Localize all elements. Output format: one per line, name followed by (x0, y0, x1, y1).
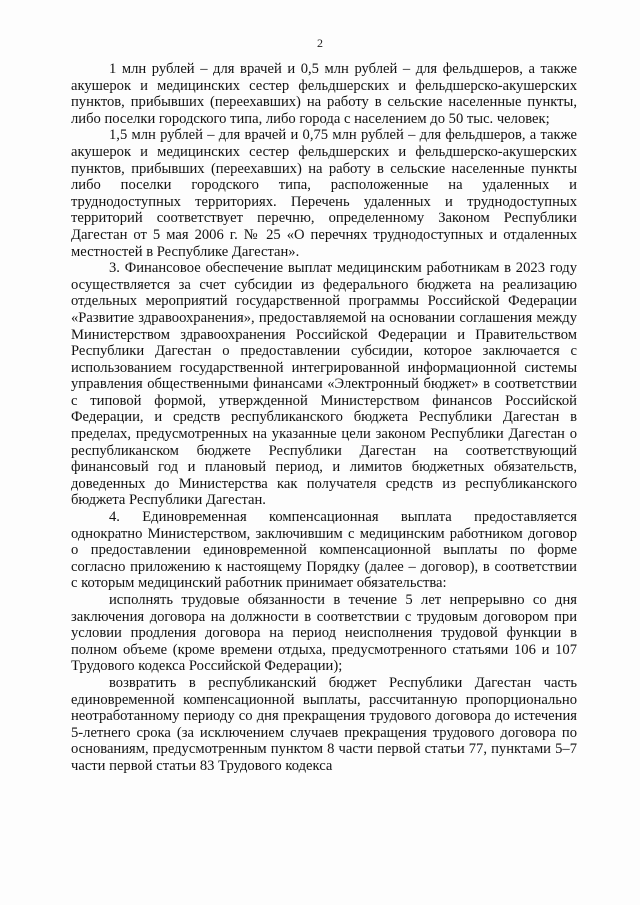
page-number: 2 (317, 36, 323, 50)
paragraph-obligation-return: возвратить в республиканский бюджет Республики Дагестан часть единовременной компенсационной выплаты, рассчитанную пропорционально неотработанному периоду со дня прекращения трудового договора до истечения 5-летнего срока (за исключением случаев прекращения трудового договора по основаниям, предусмотренным пунктом 8 части первой статьи 77, пунктами 5–7 части первой статьи 83 Трудового кодекса (71, 674, 577, 774)
paragraph-financing: 3. Финансовое обеспечение выплат медицинским работникам в 2023 году осуществляется за счет субсидии из федерального бюджета на реализацию отдельных мероприятий государственной программы Российской Федерации «Развитие здравоохранения», предоставляемой на основании соглашения между Министерством здравоохранения Российской Федерации и Правительством Республики Дагестан о предоставлении субсидии, которое заключается с использованием государственной интегрированной информационной системы управления общественными финансами «Электронный бюджет» в соответствии с типовой формой, утвержденной Министерством финансов Российской Федерации, и средств республиканского бюджета Республики Дагестан в пределах, предусмотренных на указанные цели законом Республики Дагестан о республиканском бюджете Республики Дагестан на соответствующий финансовый год и плановый период, и лимитов бюджетных обязательств, доведенных до Министерства как получателя средств из республиканского бюджета Республики Дагестан. (71, 260, 577, 509)
paragraph-amount-remote: 1,5 млн рублей – для врачей и 0,75 млн рублей – для фельдшеров, а также акушерок и медицинских сестер фельдшерских и фельдшерско-акушерских пунктов, прибывших (переехавших) на работу в сельские населенные пункты либо поселки городского типа, расположенные на удаленных и труднодоступных территориях. Перечень удаленных и труднодоступных территорий соответствует перечню, определенному Законом Республики Дагестан от 5 мая 2006 г. № 25 «О перечнях труднодоступных и отдаленных местностей в Республике Дагестан». (71, 127, 577, 260)
paragraph-amount-rural: 1 млн рублей – для врачей и 0,5 млн рублей – для фельдшеров, а также акушерок и медицинских сестер фельдшерских и фельдшерско-акушерских пунктов, прибывших (переехавших) на работу в сельские населенные пункты, либо поселки городского типа, либо города с населением до 50 тыс. человек; (71, 61, 577, 127)
document-body (71, 61, 577, 775)
paragraph-obligation-work: исполнять трудовые обязанности в течение 5 лет непрерывно со дня заключения договора на должности в соответствии с трудовым договором при условии продления договора на период неисполнения трудовой функции в полном объеме (кроме времени отдыха, предусмотренного статьями 106 и 107 Трудового кодекса Российской Федерации); (71, 592, 577, 675)
paragraph-one-time-payment: 4. Единовременная компенсационная выплата предоставляется однократно Министерством, заключившим с медицинским работником договор о предоставлении единовременной компенсационной выплаты по форме согласно приложению к настоящему Порядку (далее – договор), в соответствии с которым медицинский работник принимает обязательства: (71, 509, 577, 592)
